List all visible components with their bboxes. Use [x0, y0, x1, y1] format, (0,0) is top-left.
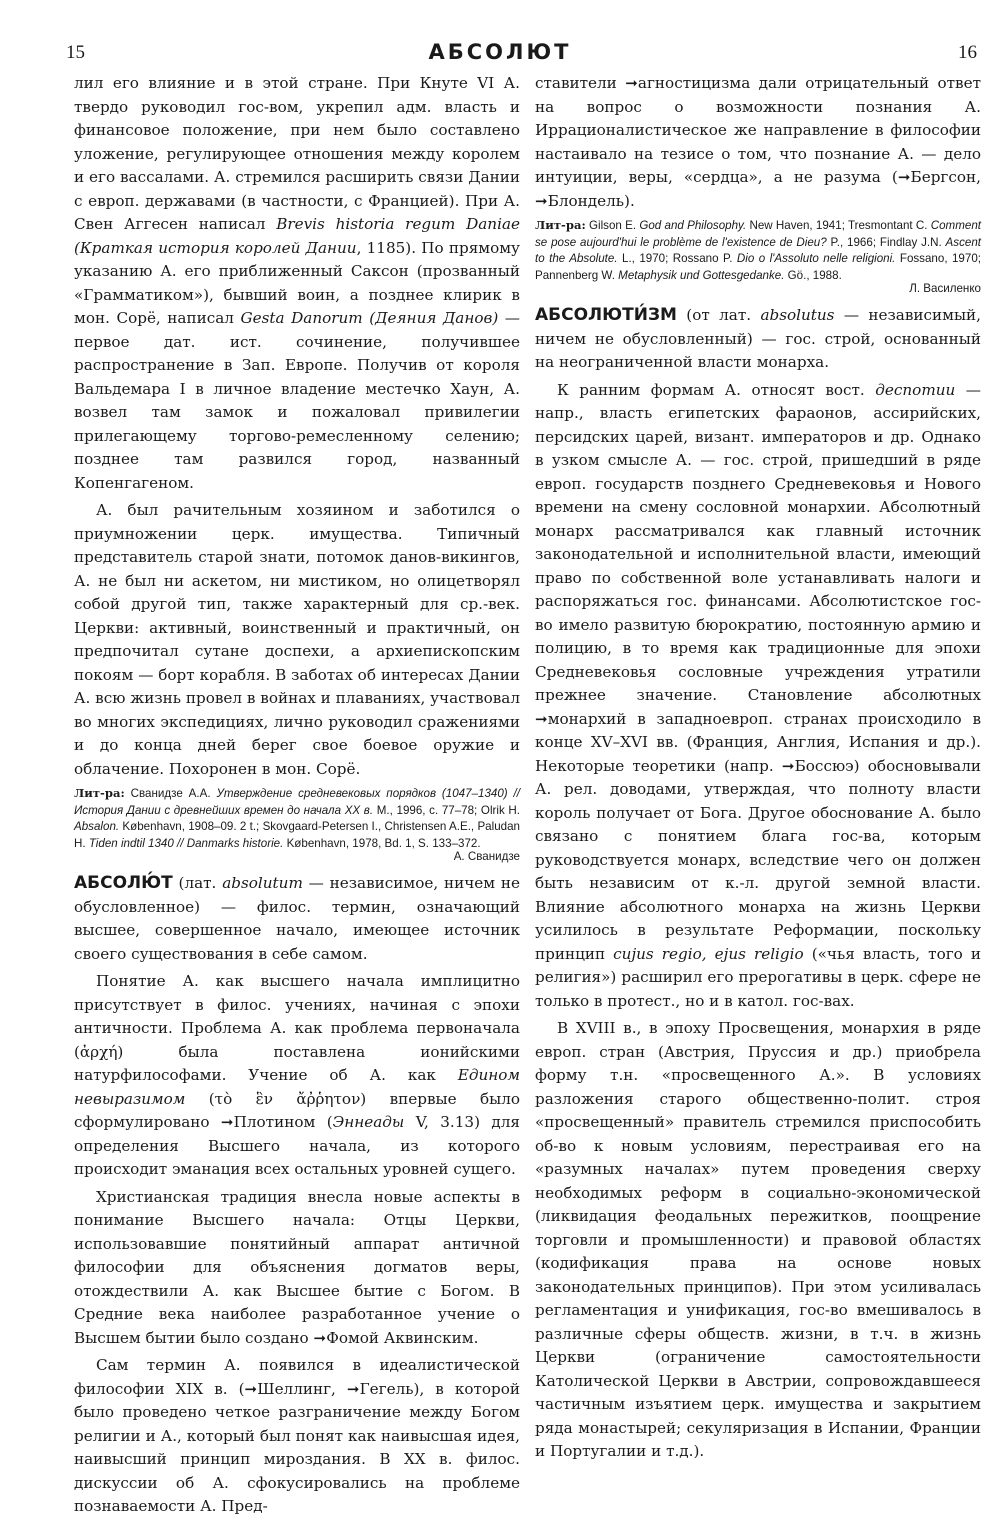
article-lead: АБСОЛЮ́Т (лат. absolutum — независимое, ничем не обусловленное) — филос. термин, означающий высшее, совершенное начало, имеющее источник своего существования в себе самом.	[74, 873, 520, 963]
paragraph: лил его влияние и в этой стране. При Кнуте VI А. твердо руководил гос-вом, укрепил адм. власть и финансовое положение, при нем было составлено уложение, регулирующее отношения между королем и его вассалами. А. стремился расширить связи Дании с европ. державами (в частности, с Францией). При А. Свен Аггесен написал Brevis historia regum Daniae (Краткая история королей Дании, 1185). По прямому указанию А. его приближенный Саксон (прозванный «Грамматиком»), бывший воин, а позднее клирик в мон. Сорё, написал Gesta Danorum (Деяния Данов) — первое дат. ист. сочинение, получившее распространение в Зап. Европе. Получив от короля Вальдемара I в личное владение местечко Хаун, А. возвел там замок и пожаловал привилегии прилегающему торгово-ремесленному селению; позднее там развился город, названный Копенгагеном.	[74, 74, 520, 492]
page-number-left: 15	[66, 42, 85, 63]
paragraph: Сам термин А. появился в идеалистической философии XIX в. (➞Шеллинг, ➞Гегель), в которой было проведено четкое разграничение между Богом религии и А., который был понят как наивысшая идея, наивысший принцип мироздания. В XX в. филос. дискуссии об А. сфокусировались на проблеме познаваемости А. Пред-	[74, 1356, 520, 1515]
paragraph: К ранним формам А. относят вост. деспотии — напр., власть египетских фараонов, ассирийских, персидских царей, визант. императоров и др. Однако в узком смысле А. — гос. строй, пришедший в ряде европ. государств позднего Средневековья и Нового времени на смену сословной монархии. Абсолютный монарх рассматривался как главный источник законодательной и исполнительной власти, имеющий право по собственной воле устанавливать налоги и распоряжаться гос. финансами. Абсолютистское гос-во имело развитую бюрократию, постоянную армию и полицию, в то время как традиционные для эпохи Средневековья сословные учреждения утратили прежнее значение. Становление абсолютных ➞монархий в западноевроп. странах происходило в конце XV–XVI вв. (Франция, Англия, Испания и др.). Некоторые теоретики (напр. ➞Боссюэ) обосновывали А. рел. доводами, утверждая, что полноту власти король получает от Бога. Другое обоснование А. было связано с понятием блага гос-ва, которым руководствуется монарх, вследствие чего он должен быть независим от к.-л. другой земной власти. Влияние абсолютного монарха на жизнь Церкви усилилось в результате Реформации, поскольку принцип cujus regio, ejus religio («чья власть, того и религия») расширил его прерогативы в церк. сфере не только в протест., но и в катол. гос-вах.	[535, 380, 981, 1010]
running-title: АБСОЛЮТ	[428, 40, 572, 64]
paragraph: Христианская традиция внесла новые аспекты в понимание Высшего начала: Отцы Церкви, использовавшие понятийный аппарат античной философии для объяснения догматов веры, отождествили А. как Высшее бытие с Богом. В Средние века наиболее разработанное учение о Высшем бытии было создано ➞Фомой Аквинским.	[74, 1187, 520, 1347]
paragraph: ставители ➞агностицизма дали отрицательный ответ на вопрос о возможности познания А. Иррационалистическое же направление в философии настаивало на тезисе о том, что познание А. — дело интуиции, веры, «сердца», а не разума (➞Бергсон, ➞Блондель).	[535, 74, 981, 210]
page-number-right: 16	[958, 42, 977, 63]
author-signature: Л. Василенко	[909, 282, 981, 295]
literature-list: Лит-ра: Сванидзе А.А. Утверждение средневековых порядков (1047–1340) // История Дании с древнейших времен до начала XX в. М., 1996, с. 77–78; Olrik H. Absalon. København, 1908–09. 2 t.; Skovgaard-Petersen I., Christensen A.E., Paludan H. Tiden indtil 1340 // Danmarks historie. København, 1978, Bd. 1, S. 133–372.	[74, 786, 521, 850]
author-signature: А. Сванидзе	[453, 850, 520, 863]
paragraph: В XVIII в., в эпоху Просвещения, монархия в ряде европ. стран (Австрия, Пруссия и др.) приобрела форму т.н. «просвещенного А.». В условиях разложения старого общественно-полит. строя «просвещенный» правитель стремился приспособить об-во к новым условиям, перестраивая его на «разумных началах» путем проведения сверху необходимых реформ в социально-экономической (ликвидация феодальных пережитков, поощрение торговли и промышленности) и правовой областях (кодификация права на основе новых законодательных принципов). При этом усиливалась регламентация и унификация, гос-во вмешивалось в различные сферы обществ. жизни, в т.ч. в жизнь Церкви (ограничение самостоятельности Католической Церкви в Австрии, сопровождавшееся частичным изъятием церк. имущества и закрытием ряда монастырей; секуляризация в Испании, Франции и Португалии и т.д.).	[535, 1019, 981, 1460]
article-headword: АБСОЛЮ́Т	[74, 873, 173, 893]
left-column	[74, 72, 520, 1519]
literature-list: Лит-ра: Gilson E. God and Philosophy. New Haven, 1941; Tresmontant C. Comment se pose aujourd'hui le problème de l'existence de Dieu? P., 1966; Findlay J.N. Ascent to the Absolute. L., 1970; Rossano P. Dio o l'Assoluto nelle religioni. Fossano, 1970; Pannenberg W. Metaphysik und Gottesgedanke. Gö., 1988.	[535, 218, 981, 282]
article-headword: АБСОЛЮТИ́ЗМ	[535, 305, 677, 325]
article-lead: АБСОЛЮТИ́ЗМ (от лат. absolutus — независимый, ничем не обусловленный) — гос. строй, основанный на неограниченной власти монарха.	[535, 305, 981, 371]
paragraph: Понятие А. как высшего начала имплицитно присутствует в филос. учениях, начиная с эпохи античности. Проблема А. как проблема первоначала (ἀρχή) была поставлена ионийскими натурфилософами. Учение об А. как Едином невыразимом (τὸ ἓν ἄῤῥητον) впервые было сформулировано ➞Плотином (Эннеады V, 3.13) для определения Высшего начала, из которого происходит эманация всех остальных уровней сущего.	[74, 972, 520, 1178]
paragraph: А. был рачительным хозяином и заботился о приумножении церк. имущества. Типичный представитель старой знати, потомок данов-викингов, А. не был ни аскетом, ни мистиком, но олицетворял собой другой тип, также характерный для ср.-век. Церкви: активный, воинственный и практичный, он предпочитал сутане доспехи, а архиепископским покоям — борт корабля. В заботах об интересах Дании А. всю жизнь провел в войнах и плаваниях, участвовал во многих экспедициях, лично руководил сражениями и до конца дней берег свое боевое оружие и облачение. Похоронен в мон. Сорё.	[74, 501, 520, 778]
right-column	[535, 72, 981, 1464]
